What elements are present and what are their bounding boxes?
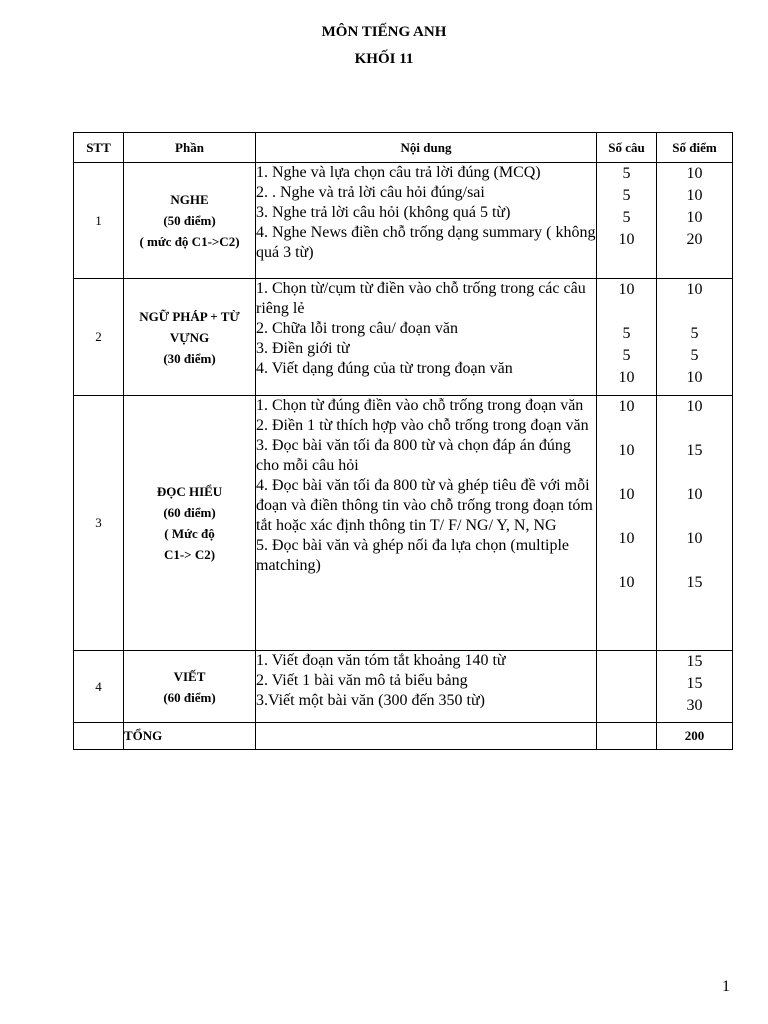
question-count: 5 <box>622 325 631 342</box>
content-item: 3. Đọc bài văn tối đa 800 từ và chọn đáp án đúng cho mỗi câu hỏi <box>256 437 571 474</box>
question-count-cell <box>597 279 657 396</box>
part-name: NGỮ PHÁP + TỪ VỰNG <box>139 308 240 345</box>
part-name: NGHE <box>170 192 209 207</box>
points-value: 15 <box>686 653 703 670</box>
content-item: 2. Chữa lỗi trong câu/ đoạn văn <box>256 320 458 337</box>
points-cell <box>657 651 733 723</box>
page-title: MÔN TIẾNG ANH <box>321 24 447 40</box>
page-number: 1 <box>722 978 730 995</box>
content-item: 4. Viết dạng đúng của từ trong đoạn văn <box>256 360 513 377</box>
question-count: 10 <box>618 442 635 459</box>
part-points: (30 điểm) <box>163 350 216 366</box>
question-count: 10 <box>618 281 635 298</box>
question-count: 5 <box>622 209 631 226</box>
total-value: 200 <box>657 723 733 750</box>
content-item: 1. Chọn từ đúng điền vào chỗ trống trong đoạn văn <box>256 397 584 414</box>
points-cell <box>657 396 733 651</box>
content-item: 3. Điền giới từ <box>256 340 350 357</box>
column-header-content: Nội dung <box>256 133 597 163</box>
content-cell <box>256 279 597 396</box>
points-value: 10 <box>686 281 703 298</box>
row-number: 1 <box>74 163 124 279</box>
question-count: 10 <box>618 369 635 386</box>
question-count-cell <box>597 396 657 651</box>
content-item: 1. Chọn từ/cụm từ điền vào chỗ trống trong các câu riêng lẻ <box>256 280 586 317</box>
part-cell <box>124 279 256 396</box>
question-count: 5 <box>622 347 631 364</box>
content-item: 2. . Nghe và trả lời câu hỏi đúng/sai <box>256 184 485 201</box>
row-number: 2 <box>74 279 124 396</box>
part-points: (50 điểm) <box>163 213 216 228</box>
content-item: 1. Nghe và lựa chọn câu trả lời đúng (MCQ) <box>256 164 541 181</box>
part-level: C1-> C2) <box>163 547 216 562</box>
points-value: 15 <box>686 574 703 591</box>
part-level: ( mức độ C1->C2) <box>139 234 240 249</box>
points-value: 20 <box>686 231 703 248</box>
content-item: 3. Nghe trả lời câu hỏi (không quá 5 từ) <box>256 204 511 221</box>
points-value: 10 <box>686 369 703 386</box>
column-header-part: Phần <box>124 133 256 163</box>
points-value: 10 <box>686 187 703 204</box>
points-value: 10 <box>686 486 703 503</box>
question-count: 10 <box>618 398 635 415</box>
content-item: 3.Viết một bài văn (300 đến 350 từ) <box>256 692 485 709</box>
question-count: 5 <box>622 165 631 182</box>
points-value: 10 <box>686 209 703 226</box>
table-row <box>74 396 733 651</box>
points-cell <box>657 163 733 279</box>
empty-cell <box>597 723 657 750</box>
part-name: VIẾT <box>173 668 206 684</box>
points-value: 5 <box>690 347 699 364</box>
table-header-row <box>74 133 733 163</box>
content-cell <box>256 163 597 279</box>
part-cell <box>124 651 256 723</box>
part-points: (60 điểm) <box>163 689 216 705</box>
part-cell <box>124 396 256 651</box>
row-number: 4 <box>74 651 124 723</box>
content-item: 1. Viết đoạn văn tóm tắt khoảng 140 từ <box>256 652 506 669</box>
points-value: 15 <box>686 442 703 459</box>
part-points: (60 điểm) <box>163 505 216 520</box>
content-item: 2. Điền 1 từ thích hợp vào chỗ trống trong đoạn văn <box>256 417 589 434</box>
points-value: 10 <box>686 165 703 182</box>
exam-structure-table <box>73 132 733 750</box>
column-header-points: Số điểm <box>657 133 733 163</box>
question-count: 10 <box>618 231 635 248</box>
part-name: ĐỌC HIỂU <box>156 484 223 499</box>
column-header-question-count: Số câu <box>597 133 657 163</box>
question-count: 10 <box>618 574 635 591</box>
empty-cell <box>256 723 597 750</box>
total-label: TỔNG <box>124 723 256 750</box>
content-item: 2. Viết 1 bài văn mô tả biểu bảng <box>256 672 468 689</box>
table-row <box>74 163 733 279</box>
total-row <box>74 723 733 750</box>
question-count-cell <box>597 163 657 279</box>
points-value: 10 <box>686 530 703 547</box>
column-header-stt: STT <box>74 133 124 163</box>
points-value: 5 <box>690 325 699 342</box>
page-subtitle: KHỐI 11 <box>354 51 414 67</box>
question-count: 10 <box>618 486 635 503</box>
question-count: 10 <box>618 530 635 547</box>
empty-cell <box>74 723 124 750</box>
content-item: 5. Đọc bài văn và ghép nối đa lựa chọn (multiple matching) <box>256 537 570 574</box>
table-row <box>74 651 733 723</box>
part-level: ( Mức độ <box>164 526 215 541</box>
table-row <box>74 279 733 396</box>
points-value: 15 <box>686 675 703 692</box>
content-item: 4. Đọc bài văn tối đa 800 từ và ghép tiêu đề với mỗi đoạn và điền thông tin vào chỗ trống trong đoạn tóm tắt hoặc xác định thông tin T/ F/ NG/ Y, N, NG <box>256 477 593 534</box>
question-count: 5 <box>622 187 631 204</box>
question-count-cell <box>597 651 657 723</box>
content-cell <box>256 651 597 723</box>
points-value: 10 <box>686 398 703 415</box>
row-number: 3 <box>74 396 124 651</box>
part-cell <box>124 163 256 279</box>
content-cell <box>256 396 597 651</box>
points-cell <box>657 279 733 396</box>
content-item: 4. Nghe News điền chỗ trống dạng summary ( không quá 3 từ) <box>256 224 596 261</box>
points-value: 30 <box>686 697 703 714</box>
